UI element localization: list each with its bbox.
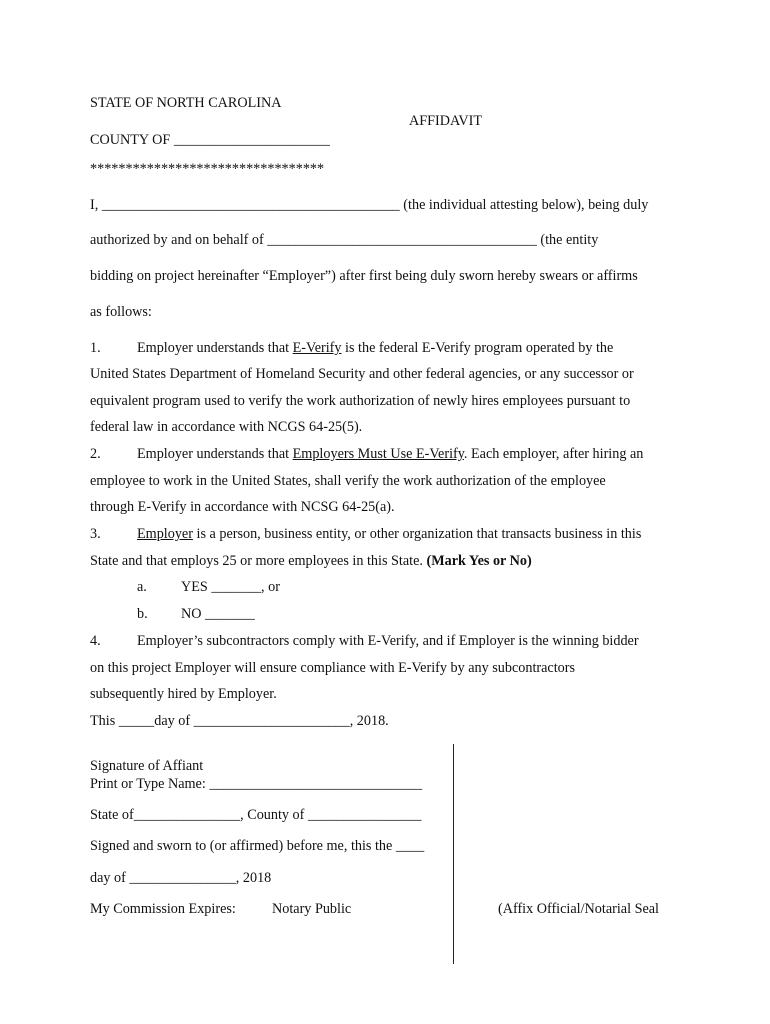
item-4-line-1: Employer’s subcontractors comply with E-Verify, and if Employer is the winning bidder <box>137 633 639 649</box>
notary-public: Notary Public <box>272 901 352 917</box>
sworn-line[interactable]: Signed and sworn to (or affirmed) before me, this the ____ <box>90 838 425 854</box>
county-line: COUNTY OF ______________________ <box>90 132 330 148</box>
employer-link[interactable]: Employer <box>137 526 193 542</box>
print-name-field[interactable]: Print or Type Name: ______________________________ <box>90 776 423 792</box>
item-2-pre: Employer understands that <box>137 446 293 462</box>
intro-line-3: bidding on project hereinafter “Employer”) after first being duly sworn hereby swears or affirms <box>90 268 638 284</box>
item-2-line-3: through E-Verify in accordance with NCSG 64-25(a). <box>90 499 395 515</box>
item-1-post: is the federal E-Verify program operated by the <box>341 340 614 356</box>
signature-divider <box>453 744 454 964</box>
state-county-field[interactable]: State of_______________, County of ________________ <box>90 807 422 823</box>
item-1-line-4: federal law in accordance with NCGS 64-25(5). <box>90 419 363 435</box>
item-4-line-2: on this project Employer will ensure compliance with E-Verify by any subcontractors <box>90 660 575 676</box>
option-no-field[interactable]: NO _______ <box>181 606 255 622</box>
intro-line-2: authorized by and on behalf of ______________________________________ (the entity <box>90 232 599 248</box>
document-title: AFFIDAVIT <box>409 113 483 129</box>
item-3-line-2 <box>90 552 532 570</box>
item-3-number: 3. <box>90 526 101 542</box>
signature-of-affiant: Signature of Affiant <box>90 758 204 774</box>
option-a-label: a. <box>137 579 147 595</box>
state-heading: STATE OF NORTH CAROLINA <box>90 95 282 111</box>
date-line[interactable]: This _____day of ______________________, 2018. <box>90 713 389 729</box>
commission-expires: My Commission Expires: <box>90 901 236 917</box>
item-1-number: 1. <box>90 340 101 356</box>
mark-yes-or-no: (Mark Yes or No) <box>426 553 532 569</box>
item-1-pre: Employer understands that <box>137 340 293 356</box>
item-3-line-1 <box>137 525 641 543</box>
intro-line-1: I, __________________________________________ (the individual attesting below), being duly <box>90 197 649 213</box>
item-3-post: is a person, business entity, or other organization that transacts business in this <box>192 526 642 542</box>
item-2-line-1 <box>137 445 643 463</box>
item-2-post: . Each employer, after hiring an <box>463 446 644 462</box>
notarial-seal-note: (Affix Official/Notarial Seal <box>498 901 660 917</box>
intro-line-4: as follows: <box>90 304 152 320</box>
item-1-line-2: United States Department of Homeland Security and other federal agencies, or any successor or <box>90 366 634 382</box>
item-2-number: 2. <box>90 446 101 462</box>
item-4-number: 4. <box>90 633 101 649</box>
e-verify-link[interactable]: E-Verify <box>292 340 342 356</box>
item-1-line-1 <box>137 339 613 357</box>
item-3-line-2-text: State and that employs 25 or more employees in this State. <box>90 553 427 569</box>
item-2-line-2: employee to work in the United States, shall verify the work authorization of the employee <box>90 473 606 489</box>
item-4-line-3: subsequently hired by Employer. <box>90 686 277 702</box>
item-1-line-3: equivalent program used to verify the work authorization of newly hires employees pursuant to <box>90 393 631 409</box>
option-yes-field[interactable]: YES _______, or <box>181 579 280 595</box>
option-b-label: b. <box>137 606 148 622</box>
day-of-field[interactable]: day of _______________, 2018 <box>90 870 272 886</box>
employers-must-use-e-verify-link[interactable]: Employers Must Use E-Verify <box>292 446 464 462</box>
separator-stars: ********************************* <box>90 161 325 177</box>
